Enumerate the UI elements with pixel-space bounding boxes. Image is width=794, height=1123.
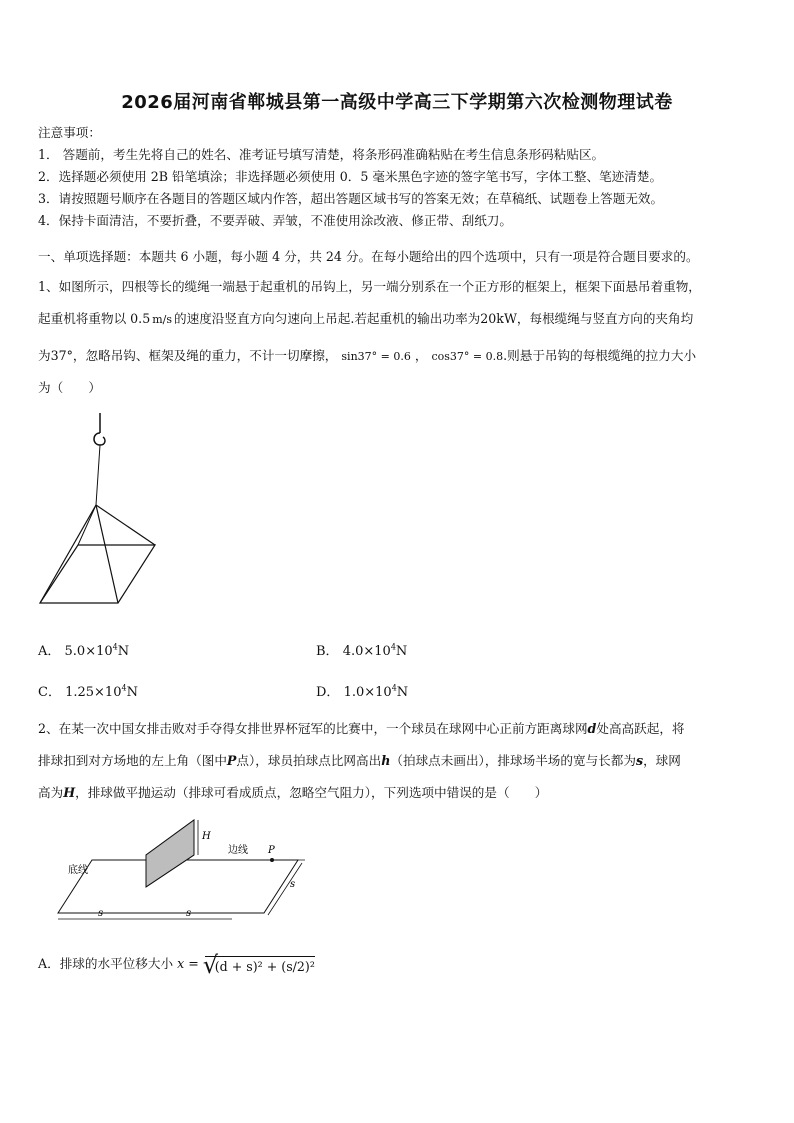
option-label: B． xyxy=(316,644,339,659)
var-s: s xyxy=(635,753,644,768)
power-value: 20kW xyxy=(480,311,517,326)
var-d: d xyxy=(587,721,597,736)
var-h: h xyxy=(381,753,391,768)
label-H: H xyxy=(202,831,211,842)
note-item: 1． 答题前，考生先将自己的姓名、准考证号填写清楚，将条形码准确粘贴在考生信息条形码粘贴区。 xyxy=(38,147,605,162)
note-item: 3．请按照题号顺序在各题目的答题区域内作答，超出答题区域书写的答案无效；在草稿纸、试题卷上答题无效。 xyxy=(38,191,664,206)
label-s: s xyxy=(290,879,296,890)
speed-unit: m/s xyxy=(152,313,173,326)
court-outline xyxy=(58,860,298,913)
cos-value: cos37° = 0.8 xyxy=(431,350,504,363)
crane-frame-figure xyxy=(30,405,170,615)
option-a xyxy=(38,950,315,979)
label-baseline: 底线 xyxy=(68,865,88,876)
option-a xyxy=(38,640,129,659)
q2-text-fragment: 处高高跃起，将 xyxy=(596,721,685,736)
exponent: 4 xyxy=(390,642,396,652)
volleyball-court-figure xyxy=(50,815,310,925)
q1-text-fragment: 起重机将重物以 xyxy=(38,311,127,326)
q2-text-fragment: ，排球做平抛运动（排球可看成质点，忽略空气阻力），下列选项中错误的是（ ） xyxy=(75,785,548,800)
option-c xyxy=(38,681,138,700)
question-2-text xyxy=(38,782,547,801)
label-sideline: 边线 xyxy=(228,845,248,856)
option-label: C． xyxy=(38,685,61,700)
question-2-text xyxy=(38,750,681,769)
net-panel xyxy=(146,820,194,887)
section-heading: 一、单项选择题：本题共 6 小题，每小题 4 分，共 24 分。在每小题给出的四个选项中，只有一项是符合题目要求的。 xyxy=(38,249,699,264)
label-P: P xyxy=(268,845,275,856)
unit: N xyxy=(126,685,138,700)
unit: N xyxy=(117,644,130,659)
question-1-text: 为（ ） xyxy=(38,380,101,395)
sin-value: sin37° = 0.6 xyxy=(341,350,411,363)
formula: (d + s)² + (s/2)² xyxy=(214,958,315,974)
label-s: s xyxy=(186,908,192,919)
question-2-text xyxy=(38,718,685,737)
rope-back-right xyxy=(96,505,155,545)
speed-value: 0.5 xyxy=(130,311,151,326)
page-title: 2026届河南省郸城县第一高级中学高三下学期第六次检测物理试卷 xyxy=(121,92,673,113)
q1-text-fragment: 为37°，忽略吊钩、框架及绳的重力，不计一切摩擦， xyxy=(38,348,338,363)
q2-text-fragment: （拍球点未画出），排球场半场的宽与长都为 xyxy=(390,753,636,768)
point-p xyxy=(270,858,274,862)
hook-curve xyxy=(94,433,105,445)
unit: N xyxy=(396,685,409,700)
s-dimension-right xyxy=(268,863,302,915)
var-x: x xyxy=(177,956,185,971)
q2-text-fragment: 2、在某一次中国女排击败对手夺得女排世界杯冠军的比赛中，一个球员在球网中心正前方距离球网 xyxy=(38,721,588,736)
rope-back-left xyxy=(78,505,96,545)
note-item: 2．选择题必须使用 2B 铅笔填涂；非选择题必须使用 0．5 毫米黑色字迹的签字笔书写，字体工整、笔迹清楚。 xyxy=(38,169,663,184)
exponent: 4 xyxy=(391,683,397,693)
exponent: 4 xyxy=(121,683,127,693)
var-p: P xyxy=(226,753,237,768)
label-s: s xyxy=(98,908,104,919)
exponent: 4 xyxy=(112,642,118,652)
q1-text-fragment: 的速度沿竖直方向匀速向上吊起.若起重机的输出功率为 xyxy=(174,311,481,326)
separator: ， xyxy=(414,348,428,363)
note-item: 4．保持卡面清洁，不要折叠，不要弄破、弄皱，不准使用涂改液、修正带、刮纸刀。 xyxy=(38,213,512,228)
equals: = xyxy=(188,956,199,971)
var-H: H xyxy=(63,785,76,800)
question-1-text xyxy=(38,308,693,327)
unit: N xyxy=(395,644,408,659)
q2-text-fragment: 高为 xyxy=(38,785,64,800)
option-label: D． xyxy=(316,685,340,700)
option-b xyxy=(316,640,407,659)
option-value: 1.0×10 xyxy=(343,685,392,700)
main-rope xyxy=(96,445,100,505)
option-value: 5.0×10 xyxy=(64,644,113,659)
option-label: A． xyxy=(38,644,61,659)
q1-text-fragment: .则悬于吊钩的每根缆绳的拉力大小 xyxy=(503,348,697,363)
q1-text-fragment: ，每根缆绳与竖直方向的夹角均 xyxy=(516,311,694,326)
notes-heading: 注意事项： xyxy=(38,125,101,140)
sqrt-icon: √ xyxy=(202,950,219,979)
option-d xyxy=(316,681,408,700)
rope-front-left xyxy=(40,505,96,603)
question-1-text xyxy=(38,345,696,364)
sqrt-expression xyxy=(202,950,315,979)
rope-front-right xyxy=(96,505,118,603)
q2-text-fragment: 排球扣到对方场地的左上角（图中 xyxy=(38,753,227,768)
unit-denominator: s xyxy=(166,313,173,326)
q2-text-fragment: ，球网 xyxy=(643,753,681,768)
option-value: 4.0×10 xyxy=(342,644,391,659)
option-value: 1.25×10 xyxy=(65,685,122,700)
unit-numerator: m xyxy=(152,313,163,326)
question-1-text: 1、如图所示，四根等长的缆绳一端悬于起重机的吊钩上，另一端分别系在一个正方形的框架上，框架下面悬吊着重物， xyxy=(38,279,701,294)
option-a-text: A．排球的水平位移大小 xyxy=(38,956,174,971)
q2-text-fragment: 点），球员拍球点比网高出 xyxy=(236,753,382,768)
